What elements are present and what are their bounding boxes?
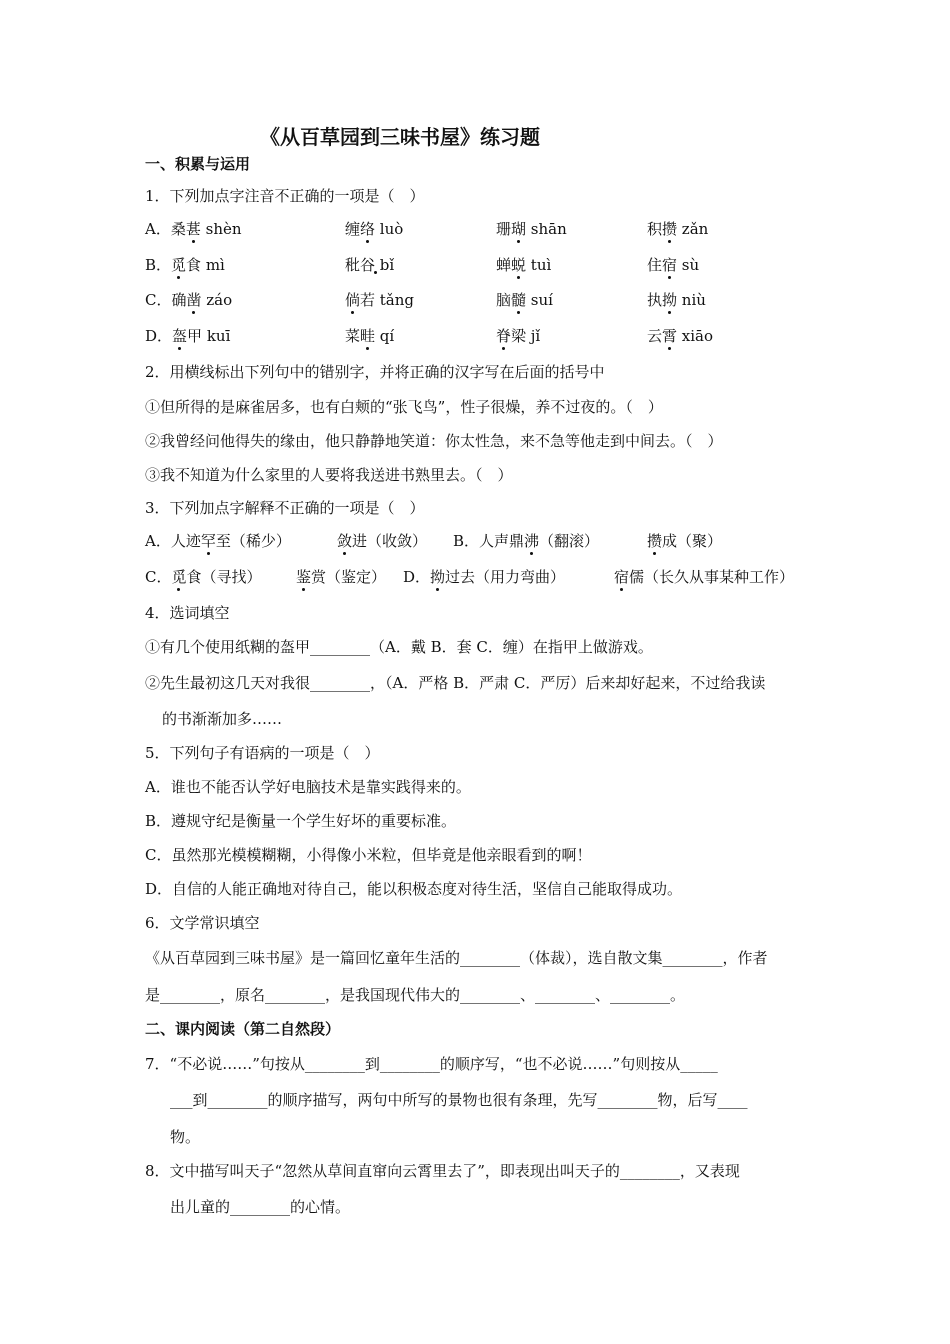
question-4-item-cont: 的书渐渐加多……	[162, 710, 283, 728]
option-text: xiāo	[677, 327, 714, 345]
question-1-stem: 1．下列加点字注音不正确的一项是（ ）	[145, 187, 425, 205]
option-text: 若 tǎng	[360, 291, 415, 309]
question-3-stem: 3．下列加点字解释不正确的一项是（ ）	[145, 499, 425, 517]
option-text: tuì	[526, 256, 552, 274]
question-6-line: 是________，原名________，是我国现代伟大的________、________、________。	[145, 986, 686, 1004]
question-6-line: 《从百草园到三味书屋》是一篇回忆童年生活的________（体裁），选自散文集________，作者	[145, 949, 768, 967]
q1-option-d-2	[345, 326, 394, 346]
question-2-stem: 2．用横线标出下列句中的错别字，并将正确的汉字写在后面的括号中	[145, 363, 605, 381]
option-text: D．	[145, 327, 173, 345]
dotted-char: 畦	[360, 327, 376, 345]
option-text: 梁 jǐ	[511, 327, 541, 345]
option-text: 过去（用力弯曲）	[445, 568, 566, 586]
dotted-char: 鉴	[296, 568, 312, 586]
option-text: záo	[201, 291, 233, 309]
option-text: shèn	[200, 220, 242, 238]
option-text: 云	[647, 327, 663, 345]
option-text: 积	[647, 220, 663, 238]
q1-option-a	[145, 219, 242, 239]
q3-option	[296, 567, 386, 587]
dotted-char: 觅	[171, 568, 187, 586]
question-7-line: 7．“不必说……”句按从________到________的顺序写，“也不必说……”句则按从_____	[145, 1055, 718, 1073]
q1-option-d-4	[647, 326, 713, 346]
dotted-char: 拗	[662, 291, 678, 309]
option-text: 缠	[345, 220, 361, 238]
q1-option-a-4	[647, 219, 708, 239]
q1-option-d-3	[496, 326, 540, 346]
q1-option-c	[145, 290, 232, 310]
question-5-stem: 5．下列句子有语病的一项是（ ）	[145, 744, 380, 762]
q3-option	[614, 567, 794, 587]
option-text: 甲 kuī	[187, 327, 231, 345]
option-text: （翻滚）	[539, 532, 600, 550]
question-2-item: ①但所得的是麻雀居多，也有白颊的“张飞鸟”，性子很燥，养不过夜的。（ ）	[145, 398, 663, 416]
option-text: 蝉	[496, 256, 512, 274]
option-text: suí	[526, 291, 553, 309]
option-text: D．	[403, 568, 431, 586]
dotted-char: 宿	[662, 256, 678, 274]
dotted-char: 觅	[171, 256, 187, 274]
question-5-option-c: C．虽然那光模模糊糊，小得像小米粒，但毕竟是他亲眼看到的啊！	[145, 846, 592, 864]
dotted-char: 沸	[524, 532, 540, 550]
dotted-char: 拗	[430, 568, 446, 586]
q1-option-a-2	[345, 219, 403, 239]
question-5-option-d: D．自信的人能正确地对待自己，能以积极态度对待生活，坚信自己能取得成功。	[145, 880, 683, 898]
option-text: niù	[677, 291, 706, 309]
q1-option-b-3	[496, 255, 551, 275]
question-8-line: 8．文中描写叫天子“忽然从草间直窜向云霄里去了”，即表现出叫天子的________，又表现	[145, 1162, 740, 1180]
dotted-char: 髓	[511, 291, 527, 309]
q3-option	[145, 531, 291, 551]
dotted-char: 葚	[185, 220, 201, 238]
option-text: C．	[145, 568, 172, 586]
q1-option-b-4	[647, 255, 699, 275]
option-text: luò	[375, 220, 404, 238]
q3-option	[337, 531, 427, 551]
q3-option	[145, 567, 262, 587]
option-text: 住	[647, 256, 663, 274]
question-7-line: 物。	[170, 1128, 201, 1146]
dotted-char: 凿	[186, 291, 202, 309]
dotted-char: 敛	[337, 532, 353, 550]
question-5-option-a: A．谁也不能否认学好电脑技术是靠实践得来的。	[145, 778, 471, 796]
section-heading-1: 一、积累与运用	[145, 155, 251, 173]
option-text: A．桑	[145, 220, 186, 238]
q1-option-b-2	[345, 255, 394, 275]
option-text: 执	[647, 291, 663, 309]
q1-option-c-3	[496, 290, 553, 310]
question-8-line: 出儿童的________的心情。	[170, 1198, 351, 1216]
option-text: 珊	[496, 220, 512, 238]
option-text: B．	[145, 256, 172, 274]
option-text: shān	[526, 220, 567, 238]
q3-option	[403, 567, 565, 587]
question-5-option-b: B．遵规守纪是衡量一个学生好坏的重要标准。	[145, 812, 457, 830]
option-text: zǎn	[677, 220, 709, 238]
dotted-char: 瑚	[511, 220, 527, 238]
option-text: A．人迹	[145, 532, 201, 550]
option-text: 菜	[345, 327, 361, 345]
question-2-item: ②我曾经问他得失的缘由，他只静静地笑道：你太性急，来不急等他走到中间去。（ ）	[145, 432, 723, 450]
q1-option-b	[145, 255, 225, 275]
q1-option-d	[145, 326, 230, 346]
option-text: B．人声鼎	[453, 532, 525, 550]
dotted-char: 宿	[614, 568, 630, 586]
option-text: 赏（鉴定）	[311, 568, 387, 586]
option-text: 秕谷	[345, 256, 376, 274]
dotted-char: 络	[360, 220, 376, 238]
q3-option	[453, 531, 599, 551]
option-text: qí	[375, 327, 395, 345]
dotted-char: 倘	[345, 291, 361, 309]
q3-option	[647, 531, 722, 551]
page-title: 《从百草园到三味书屋》练习题	[260, 125, 540, 149]
question-4-item: ①有几个使用纸糊的盔甲________（A．戴 B．套 C．缠）在指甲上做游戏。	[145, 638, 653, 656]
section-heading-2: 二、课内阅读（第二自然段）	[145, 1020, 341, 1038]
option-text: 儒（长久从事某种工作）	[629, 568, 795, 586]
dotted-char: 攒	[662, 220, 678, 238]
q1-option-c-2	[345, 290, 414, 310]
dotted-char: 攒	[647, 532, 663, 550]
dotted-char: 脊	[496, 327, 512, 345]
question-4-item: ②先生最初这几天对我很________，（A．严格 B．严肃 C．严厉）后来却好起来，不过给我读	[145, 674, 766, 692]
question-6-stem: 6．文学常识填空	[145, 914, 260, 932]
dotted-char: 盔	[172, 327, 188, 345]
question-7-line: ___到________的顺序描写，两句中所写的景物也很有条理，先写________物，后写____	[170, 1091, 748, 1109]
dotted-char: 霄	[662, 327, 678, 345]
option-text: 食 mì	[186, 256, 225, 274]
question-2-item: ③我不知道为什么家里的人要将我送进书熟里去。（ ）	[145, 466, 513, 484]
dotted-char: 罕	[200, 532, 216, 550]
dotted-char: 蜕	[511, 256, 527, 274]
option-text: bǐ	[375, 256, 395, 274]
q1-option-a-3	[496, 219, 567, 239]
option-text: sù	[677, 256, 700, 274]
option-text: 进（收敛）	[352, 532, 428, 550]
option-text: 脑	[496, 291, 512, 309]
q1-option-c-4	[647, 290, 706, 310]
option-text: 成（聚）	[662, 532, 723, 550]
option-text: 至（稀少）	[215, 532, 291, 550]
option-text: C．确	[145, 291, 187, 309]
question-4-stem: 4．选词填空	[145, 604, 230, 622]
option-text: 食（寻找）	[186, 568, 262, 586]
